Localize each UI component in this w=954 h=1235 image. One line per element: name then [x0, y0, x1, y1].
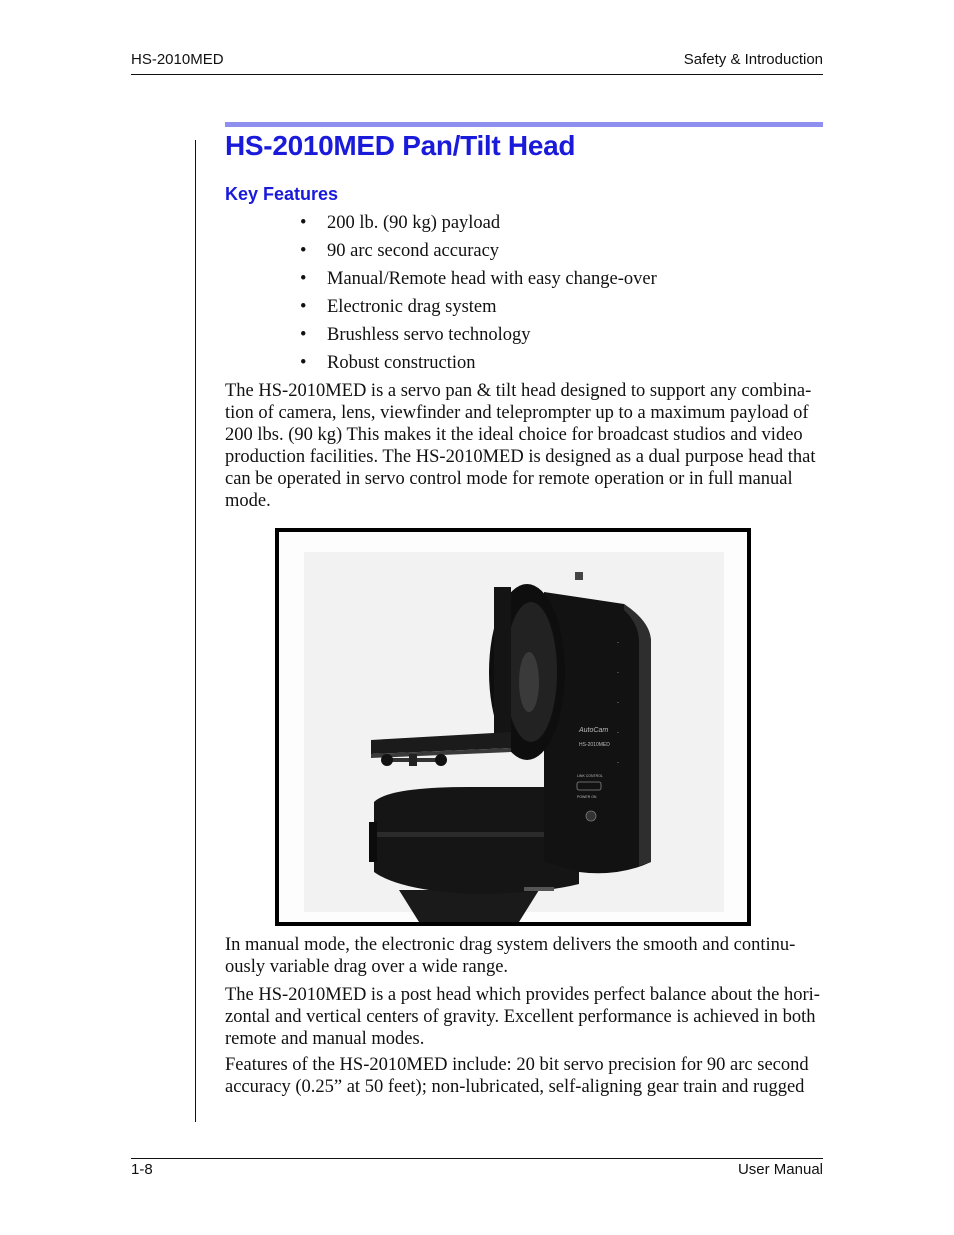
margin-rule	[195, 140, 196, 1122]
page-number: 1-8	[131, 1161, 153, 1178]
header-chapter-title: Safety & Introduction	[683, 51, 823, 68]
list-item	[300, 267, 657, 295]
header-rule	[131, 74, 823, 75]
bullet-icon: •	[300, 213, 307, 233]
list-item	[300, 351, 657, 379]
list-item	[300, 239, 657, 267]
features-paragraph: Features of the HS-2010MED include: 20 bit servo precision for 90 arc second accuracy (0.25” at 50 feet); non-lubricated, self-aligning gear train and rugged	[225, 1055, 809, 1097]
feature-list	[300, 211, 657, 379]
header-product-name: HS-2010MED	[131, 51, 224, 68]
bullet-icon: •	[300, 297, 307, 317]
list-item-text: Manual/Remote head with easy change-over	[327, 269, 657, 289]
brand-label: AutoCam	[579, 727, 609, 734]
page-title: HS-2010MED Pan/Tilt Head	[225, 130, 576, 161]
list-item	[300, 323, 657, 351]
footer-rule	[131, 1158, 823, 1159]
title-bar	[225, 122, 823, 127]
footer-document-title: User Manual	[737, 1161, 823, 1178]
list-item	[300, 295, 657, 323]
manual-mode-paragraph: In manual mode, the electronic drag system delivers the smooth and continu-ously variable drag over a wide range.	[225, 935, 796, 977]
model-label: HS-2010MED	[579, 742, 610, 748]
list-item-text: Brushless servo technology	[327, 325, 531, 345]
pan-tilt-head-illustration	[279, 532, 747, 922]
list-item-text: 90 arc second accuracy	[327, 241, 500, 261]
list-item-text: 200 lb. (90 kg) payload	[327, 213, 501, 233]
post-head-paragraph: The HS-2010MED is a post head which provides perfect balance about the hori-zontal and vertical centers of gravity. Excellent performance is achieved in both remote and manual modes.	[225, 985, 820, 1049]
bullet-icon: •	[300, 353, 307, 373]
section-heading: Key Features	[225, 184, 339, 204]
list-item	[300, 211, 657, 239]
panel-label-power: POWER ON	[577, 795, 597, 799]
list-item-text: Robust construction	[327, 353, 476, 373]
bullet-icon: •	[300, 269, 307, 289]
bullet-icon: •	[300, 325, 307, 345]
bullet-icon: •	[300, 241, 307, 261]
panel-label-link: LINK CONTROL	[577, 774, 603, 778]
list-item-text: Electronic drag system	[327, 297, 497, 317]
product-photo	[275, 528, 751, 926]
intro-paragraph: The HS-2010MED is a servo pan & tilt head designed to support any combina-tion of camera, lens, viewfinder and teleprompter up to a maximum payload of 200 lbs. (90 kg) This makes it the ideal choice for broadcast studios and video production facilities. The HS-2010MED is designed as a dual purpose head that can be operated in servo control mode for remote operation or in full manual mode.	[225, 381, 816, 511]
